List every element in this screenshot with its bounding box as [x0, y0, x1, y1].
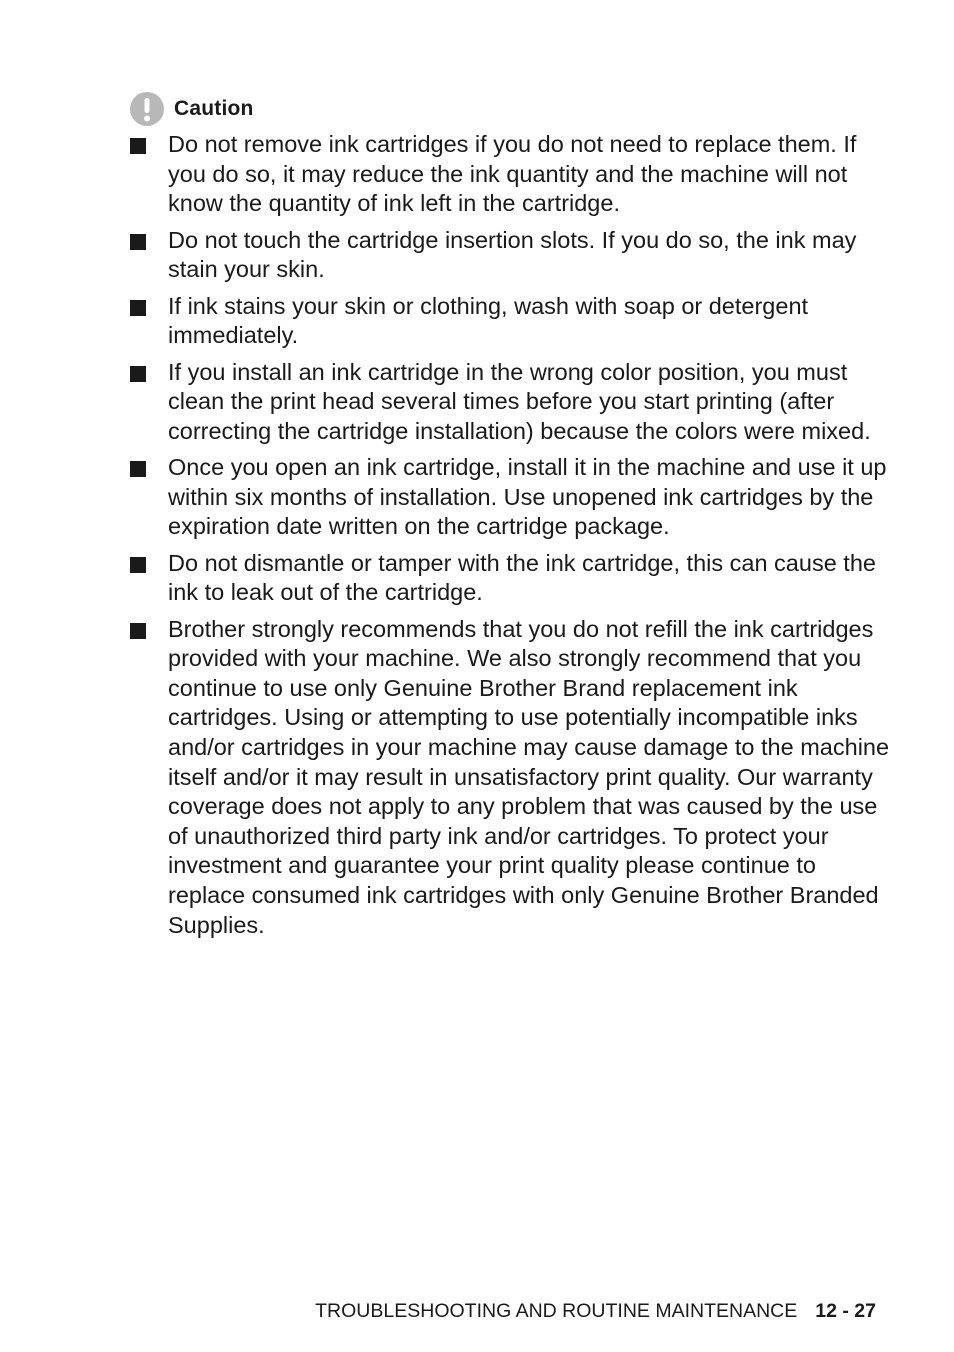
caution-title: Caution — [174, 97, 254, 120]
caution-item — [130, 226, 890, 285]
caution-item-text: If you install an ink cartridge in the wrong color position, you must clean the print head several times before you start printing (after correcting the cartridge installation) because the colors were mixed. — [168, 358, 871, 444]
caution-item — [130, 292, 890, 351]
caution-item-text: Once you open an ink cartridge, install it in the machine and use it up within six months of installation. Use unopened ink cartridges by the expiration date written on the cartridge package. — [168, 454, 887, 540]
caution-item-text: Brother strongly recommends that you do not refill the ink cartridges provided with your machine. We also strongly recommend that you continue to use only Genuine Brother Brand replacement ink cartridges. Using or attempting to use potentially incompatible inks and/or cartridges in your machine may cause damage to the machine itself and/or it may result in unsatisfactory print quality. Our warranty coverage does not apply to any problem that was caused by the use of unauthorized third party ink and/or cartridges. To protect your investment and guarantee your print quality please continue to replace consumed ink cartridges with only Genuine Brother Branded Supplies. — [168, 615, 890, 938]
page-number: 12 - 27 — [815, 1300, 876, 1322]
exclamation-icon — [130, 92, 164, 126]
square-bullet-icon — [130, 557, 146, 573]
square-bullet-icon — [130, 300, 146, 316]
caution-header — [130, 92, 254, 126]
caution-item-text: Do not touch the cartridge insertion slots. If you do so, the ink may stain your skin. — [168, 226, 857, 283]
caution-item-text: If ink stains your skin or clothing, wash with soap or detergent immediately. — [168, 292, 809, 349]
square-bullet-icon — [130, 623, 146, 639]
square-bullet-icon — [130, 138, 146, 154]
caution-item-text: Do not dismantle or tamper with the ink cartridge, this can cause the ink to leak out of the cartridge. — [168, 549, 876, 606]
square-bullet-icon — [130, 461, 146, 477]
caution-item — [130, 130, 890, 219]
caution-item — [130, 615, 890, 941]
square-bullet-icon — [130, 366, 146, 382]
caution-item — [130, 358, 890, 447]
caution-item-text: Do not remove ink cartridges if you do not need to replace them. If you do so, it may reduce the ink quantity and the machine will not know the quantity of ink left in the cartridge. — [168, 131, 857, 217]
footer-section-title: TROUBLESHOOTING AND ROUTINE MAINTENANCE — [315, 1300, 798, 1322]
square-bullet-icon — [130, 234, 146, 250]
page-footer — [315, 1300, 876, 1323]
caution-list — [130, 130, 890, 947]
caution-item — [130, 549, 890, 608]
caution-item — [130, 453, 890, 542]
